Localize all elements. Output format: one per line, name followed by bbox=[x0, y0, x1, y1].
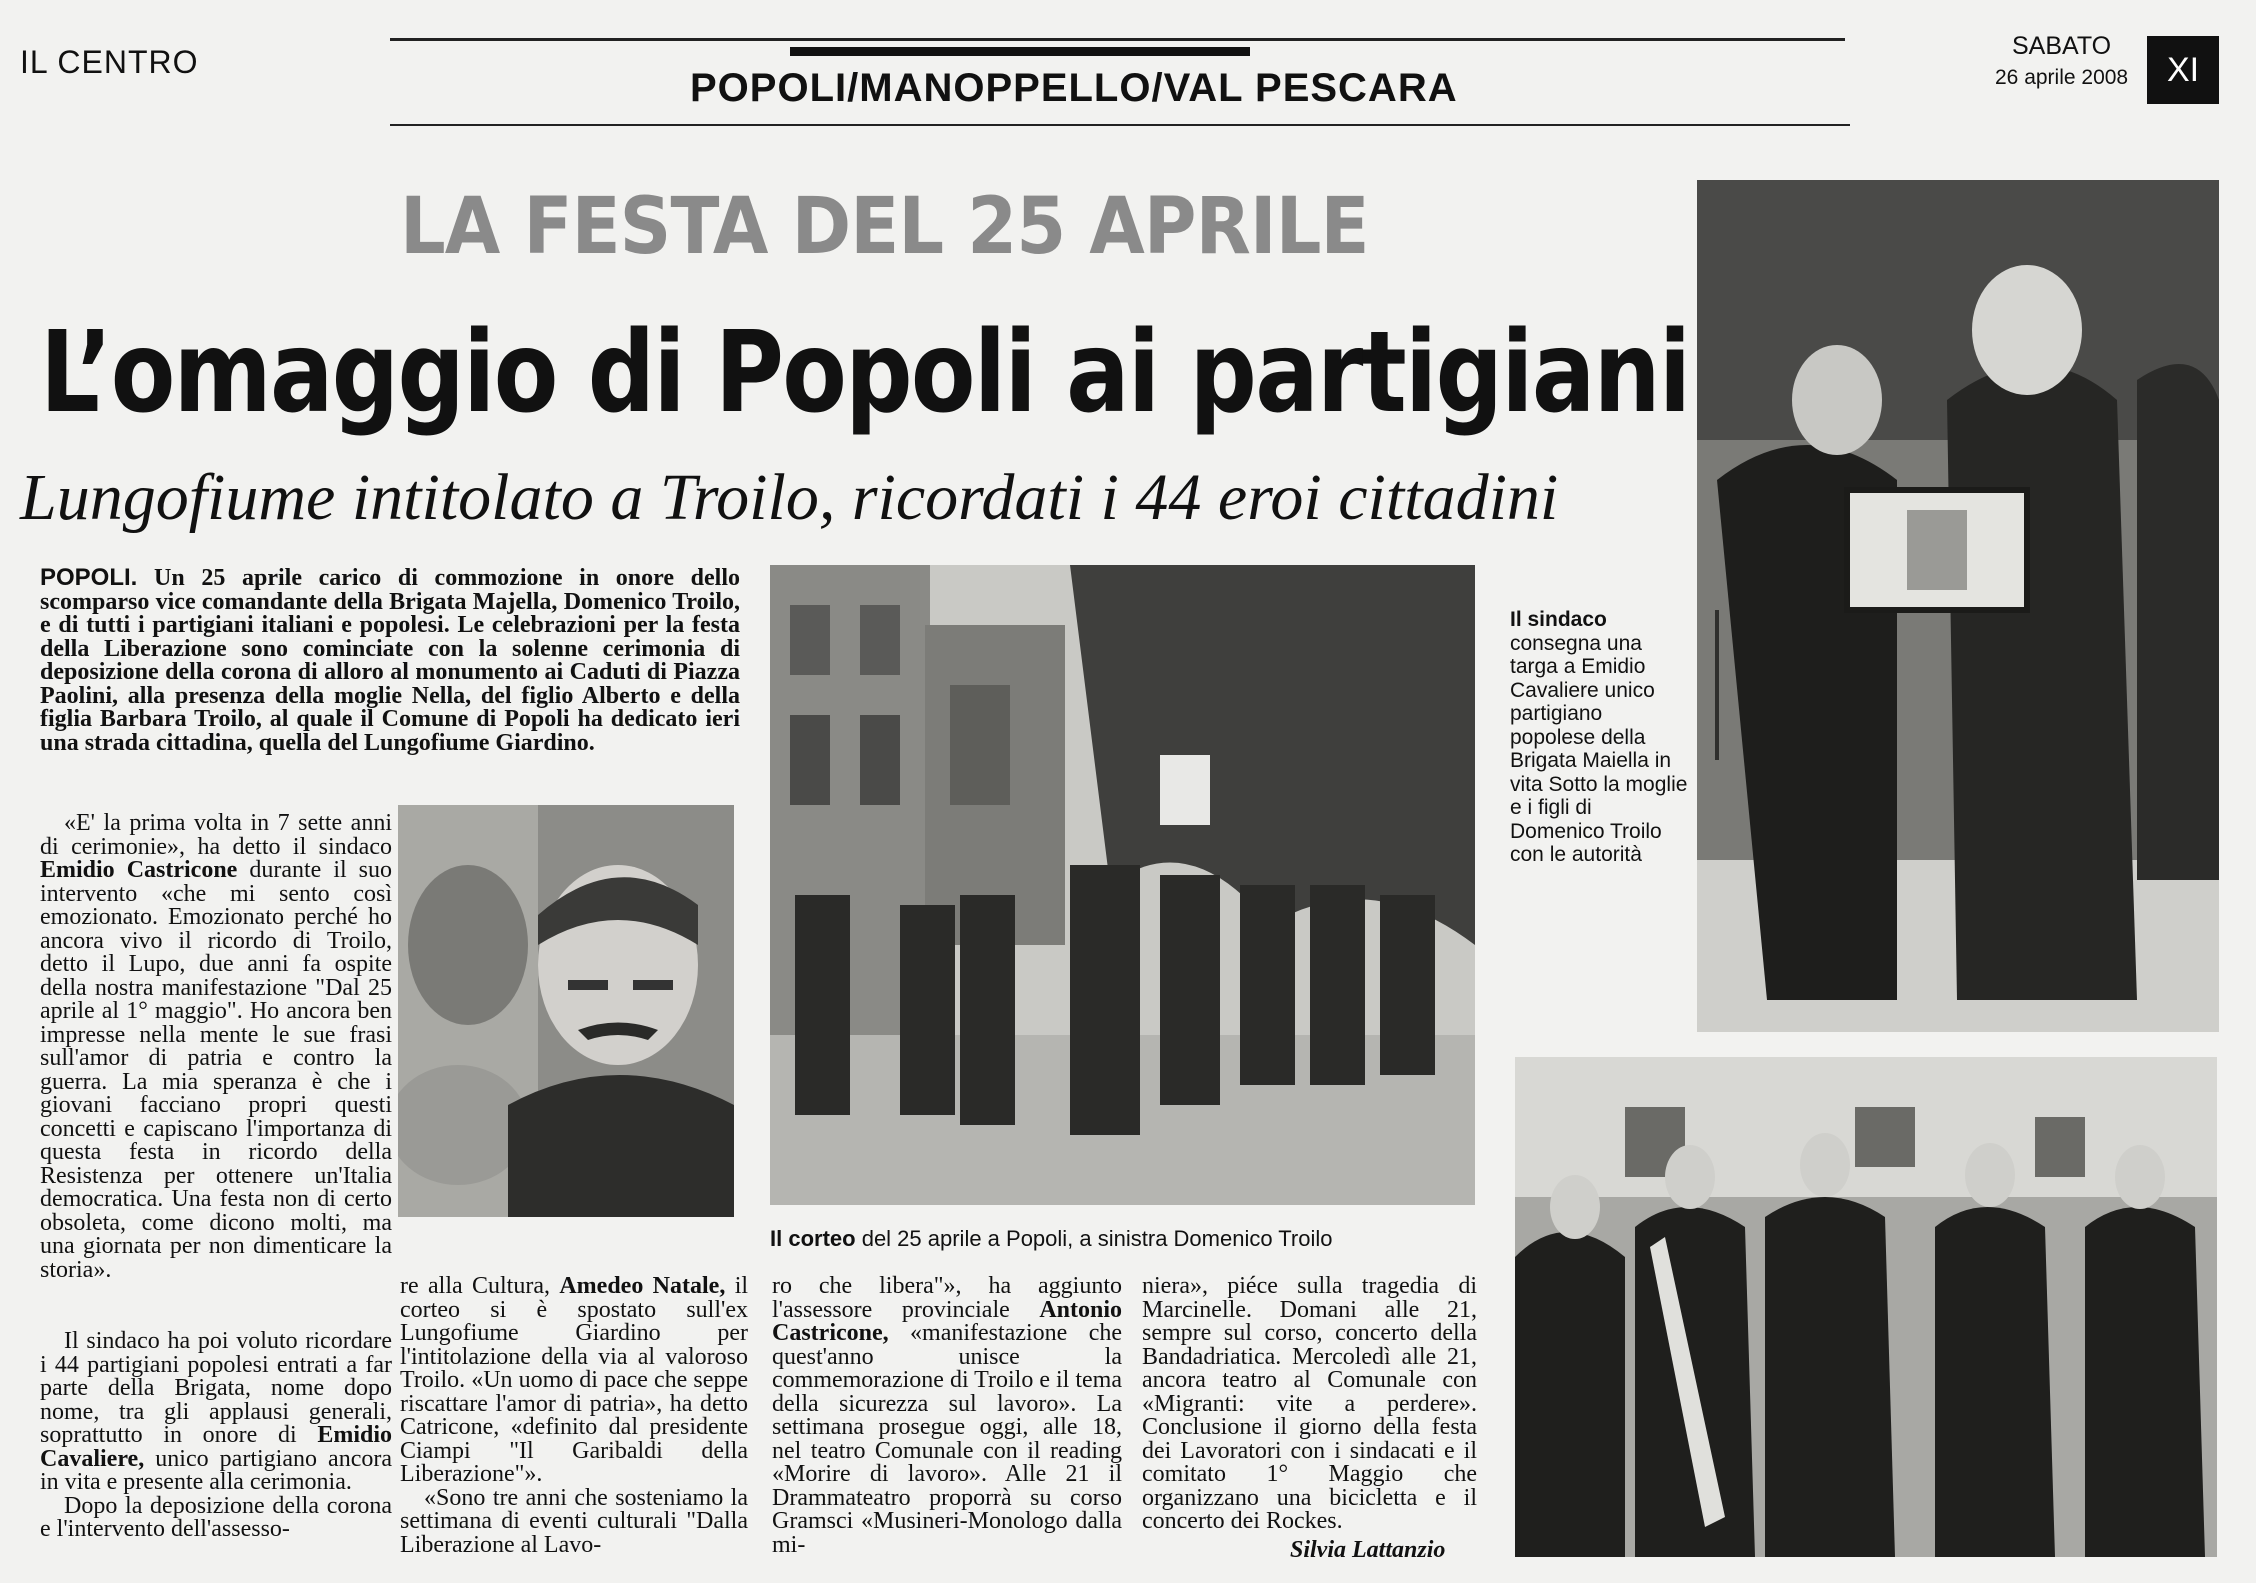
col2-text-c: «Sono tre anni che sosteniamo la settimana di eventi culturali "Dalla Liberazione al Lavo- bbox=[400, 1484, 748, 1558]
article-column-2 bbox=[400, 1275, 748, 1557]
page-number: XI bbox=[2147, 36, 2219, 104]
parade-caption-bold: Il corteo bbox=[770, 1226, 856, 1251]
col1-text-c: Il sindaco ha poi voluto ricordare i 44 partigiani popolesi entrati a far parte della Brigata, nome dopo nome, tra gli applausi generali, soprattutto in onore di bbox=[40, 1328, 392, 1448]
handover-caption-text: consegna una targa a Emidio Cavaliere unico partigiano popolese della Brigata Maiella in vita Sotto la moglie e i figli di Domenico Troilo con le autorità bbox=[1510, 631, 1688, 866]
lead-paragraph bbox=[40, 566, 740, 755]
portrait-photo bbox=[398, 805, 734, 1217]
kicker: LA FESTA DEL 25 APRILE bbox=[400, 182, 1369, 272]
col1-name-2: Emidio Cavaliere, bbox=[40, 1422, 392, 1472]
col1-text-a: «E' la prima volta in 7 sette anni di cerimonie», ha detto il sindaco bbox=[40, 810, 392, 860]
author-signature: Silvia Lattanzio bbox=[1290, 1537, 1446, 1563]
article-column-1 bbox=[40, 812, 392, 1282]
col1-name: Emidio Castricone bbox=[40, 857, 238, 883]
headline: L’omaggio di Popoli ai partigiani bbox=[40, 308, 1690, 438]
col1-text-d: unico partigiano ancora in vita e presente alla cerimonia. bbox=[40, 1445, 392, 1495]
col3-name: Antonio Castricone, bbox=[772, 1296, 1122, 1346]
group-photo bbox=[1515, 1057, 2217, 1557]
col2-text-b: il corteo si è spostato sull'ex Lungofiume Giardino per l'intitolazione della via al valoroso Troilo. «Un uomo di pace che seppe riscattare l'amor di patria», ha detto Catricone, «definito dal presidente Ciampi "Il Garibaldi della Liberazione"». bbox=[400, 1273, 749, 1487]
col1-text-b: durante il suo intervento «che mi sento così emozionato. Emozionato perché ho ancora vivo il ricordo di Troilo, detto il Lupo, due anni fa ospite della nostra manifestazione "Dal 25 aprile al 1° maggio". Ho ancora ben impresse nella mente le sue frasi sull'amor di patria e contro la guerra. La mia speranza è che i giovani facciano propri questi concetti e capiscano l'importanza di questa festa in ricordo della Resistenza per ottenere un'Italia democratica. Una festa non di certo obsoleta, come dicono molti, ma una giornata per non dimenticare la storia». bbox=[40, 857, 392, 1283]
header-rule bbox=[390, 38, 1845, 41]
col4-text: niera», piéce sulla tragedia di Marcinelle. Domani alle 21, sempre sul corso, concerto della Bandadriatica. Mercoledì alle 21, ancora teatro al Comunale con «Migranti: vite a perdere». Conclusione il giorno della festa dei Lavoratori con i sindacati e il comitato 1° Maggio che organizzano una bicicletta e il concerto dei Rockes. bbox=[1142, 1273, 1477, 1534]
handover-caption bbox=[1510, 608, 1690, 867]
subheadline: Lungofiume intitolato a Troilo, ricordati i 44 eroi cittadini bbox=[20, 461, 1559, 534]
article-column-4 bbox=[1142, 1275, 1477, 1534]
dateline: POPOLI. bbox=[40, 564, 138, 591]
issue-day: SABATO bbox=[2012, 32, 2112, 60]
article-column-3 bbox=[772, 1275, 1122, 1557]
plaque-handover-photo bbox=[1697, 180, 2219, 1032]
col3-text-b: «manifestazione che quest'anno unisce la commemorazione di Troilo e il tema della sicurezza sul lavoro». La settimana prosegue oggi, alle 18, nel teatro Comunale con il reading «Morire di lavoro». Alle 21 il Drammateatro proporrà su corso Gramsci «Musineri-Monologo dalla mi- bbox=[772, 1320, 1122, 1558]
col1-text-e: Dopo la deposizione della corona e l'intervento dell'assesso- bbox=[40, 1492, 392, 1542]
handover-caption-bold: Il sindaco bbox=[1510, 608, 1607, 631]
lead-text: Un 25 aprile carico di commozione in onore dello scomparso vice comandante della Brigata Majella, Domenico Troilo, e di tutti i partigiani italiani e popolesi. Le celebrazioni per la festa della Liberazione sono cominciate con la solenne cerimonia di deposizione della corona di alloro al monumento ai Caduti di Piazza Paolini, alla presenza della moglie Nella, del figlio Alberto e della figlia Barbara Troilo, al quale il Comune di Popoli ha dedicato ieri una strada cittadina, quella del Lungofiume Giardino. bbox=[40, 565, 741, 756]
parade-photo bbox=[770, 565, 1475, 1205]
newspaper-name: IL CENTRO bbox=[20, 44, 199, 80]
col2-text-a: re alla Cultura, bbox=[400, 1273, 550, 1299]
section-title: POPOLI/MANOPPELLO/VAL PESCARA bbox=[690, 66, 1458, 110]
section-bar bbox=[790, 47, 1250, 56]
parade-caption-text: del 25 aprile a Popoli, a sinistra Domenico Troilo bbox=[861, 1226, 1333, 1251]
issue-date: 26 aprile 2008 bbox=[1995, 66, 2129, 89]
article-column-1-continued bbox=[40, 1330, 392, 1542]
parade-caption bbox=[770, 1226, 1333, 1252]
col2-name: Amedeo Natale, bbox=[559, 1273, 726, 1299]
col3-text-a: ro che libera"», ha aggiunto l'assessore provinciale bbox=[772, 1273, 1122, 1323]
section-rule bbox=[390, 124, 1850, 126]
